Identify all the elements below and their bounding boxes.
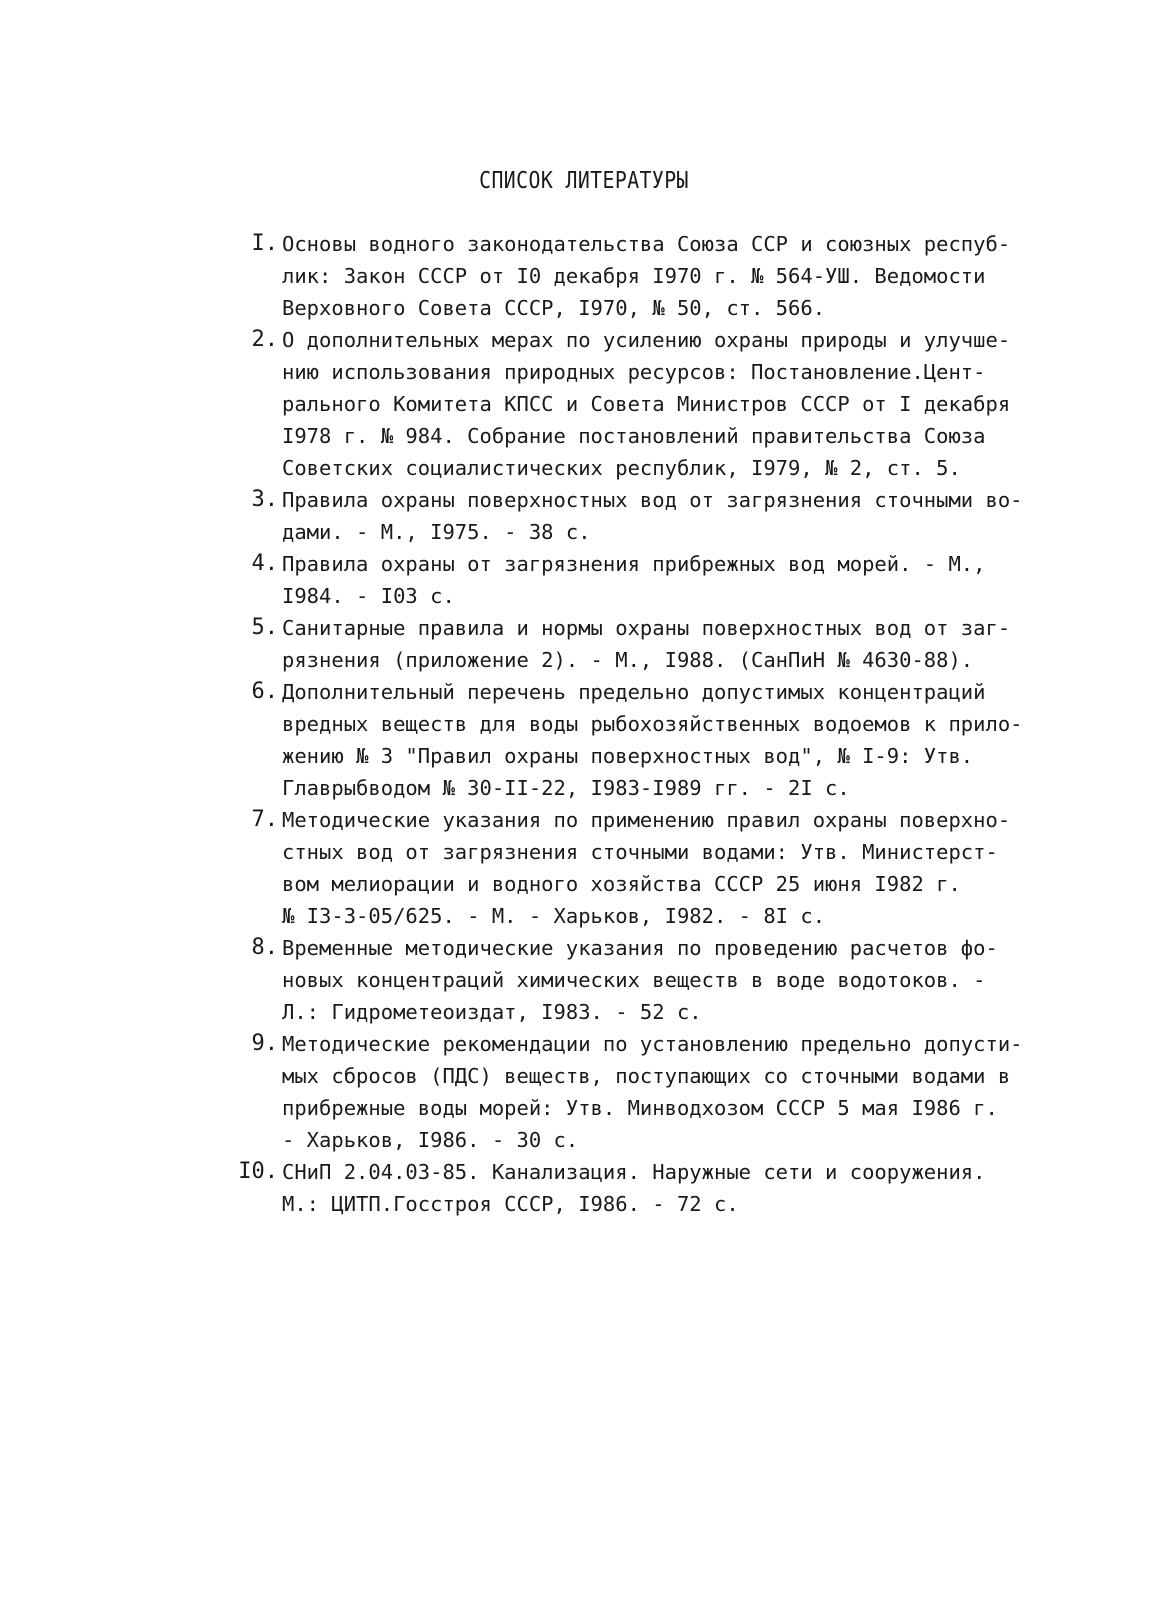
- reference-line: Методические указания по применению правил охраны поверхно-: [282, 808, 1011, 832]
- reference-line: лик: Закон СССР от I0 декабря I970 г. № 564-УШ. Ведомости: [282, 264, 986, 288]
- reference-number: 6.: [251, 679, 278, 704]
- reference-line: новых концентраций химических веществ в воде водотоков. -: [282, 968, 986, 992]
- reference-number: 8.: [251, 935, 278, 960]
- reference-line: жению № 3 "Правил охраны поверхностных вод", № I-9: Утв.: [282, 744, 974, 768]
- reference-item-8: [238, 932, 1058, 1028]
- reference-line: вредных веществ для воды рыбохозяйственных водоемов к прило-: [282, 712, 1023, 736]
- reference-list: [238, 228, 1058, 1220]
- reference-item-2: [238, 324, 1058, 484]
- reference-line: I978 г. № 984. Собрание постановлений правительства Союза: [282, 424, 986, 448]
- reference-line: Советских социалистических республик, I979, № 2, ст. 5.: [282, 456, 961, 480]
- reference-line: Верховного Совета СССР, I970, № 50, ст. 566.: [282, 296, 826, 320]
- reference-line: I984. - I03 с.: [282, 584, 455, 608]
- reference-line: прибрежные воды морей: Утв. Минводхозом СССР 5 мая I986 г.: [282, 1096, 998, 1120]
- reference-line: СНиП 2.04.03-85. Канализация. Наружные сети и сооружения.: [282, 1160, 986, 1184]
- reference-item-7: [238, 804, 1058, 932]
- reference-line: № I3-3-05/625. - М. - Харьков, I982. - 8I с.: [282, 904, 826, 928]
- reference-line: рального Комитета КПСС и Совета Министров СССР от I декабря: [282, 392, 1011, 416]
- reference-number: I.: [251, 231, 278, 256]
- reference-line: дами. - М., I975. - 38 с.: [282, 520, 591, 544]
- reference-item-1: [238, 228, 1058, 324]
- reference-number: 3.: [251, 487, 278, 512]
- reference-line: Правила охраны от загрязнения прибрежных вод морей. - М.,: [282, 552, 986, 576]
- reference-line: Правила охраны поверхностных вод от загрязнения сточными во-: [282, 488, 1023, 512]
- reference-line: - Харьков, I986. - 30 с.: [282, 1128, 579, 1152]
- reference-item-10: [238, 1156, 1058, 1220]
- reference-number: 4.: [251, 551, 278, 576]
- reference-line: Основы водного законодательства Союза ССР и союзных респуб-: [282, 232, 1011, 256]
- reference-line: М.: ЦИТП.Госстроя СССР, I986. - 72 с.: [282, 1192, 739, 1216]
- reference-line: стных вод от загрязнения сточными водами: Утв. Министерст-: [282, 840, 998, 864]
- reference-number: I0.: [238, 1159, 278, 1184]
- reference-line: Дополнительный перечень предельно допустимых концентраций: [282, 680, 986, 704]
- page-title: СПИСОК ЛИТЕРАТУРЫ: [479, 168, 689, 194]
- reference-number: 7.: [251, 807, 278, 832]
- reference-line: О дополнительных мерах по усилению охраны природы и улучше-: [282, 328, 1011, 352]
- reference-number: 9.: [251, 1031, 278, 1056]
- reference-item-3: [238, 484, 1058, 548]
- reference-line: нию использования природных ресурсов: Постановление.Цент-: [282, 360, 986, 384]
- reference-item-5: [238, 612, 1058, 676]
- reference-item-4: [238, 548, 1058, 612]
- reference-line: Временные методические указания по проведению расчетов фо-: [282, 936, 998, 960]
- reference-line: Методические рекомендации по установлению предельно допусти-: [282, 1032, 1023, 1056]
- reference-item-6: [238, 676, 1058, 804]
- reference-line: Санитарные правила и нормы охраны поверхностных вод от заг-: [282, 616, 1011, 640]
- reference-line: Главрыбводом № 30-II-22, I983-I989 гг. - 2I с.: [282, 776, 850, 800]
- reference-line: рязнения (приложение 2). - М., I988. (СанПиН № 4630-88).: [282, 648, 974, 672]
- reference-number: 5.: [251, 615, 278, 640]
- reference-number: 2.: [251, 327, 278, 352]
- reference-line: мых сбросов (ПДС) веществ, поступающих со сточными водами в: [282, 1064, 1011, 1088]
- reference-item-9: [238, 1028, 1058, 1156]
- reference-line: вом мелиорации и водного хозяйства СССР 25 июня I982 г.: [282, 872, 961, 896]
- reference-line: Л.: Гидрометеоиздат, I983. - 52 с.: [282, 1000, 702, 1024]
